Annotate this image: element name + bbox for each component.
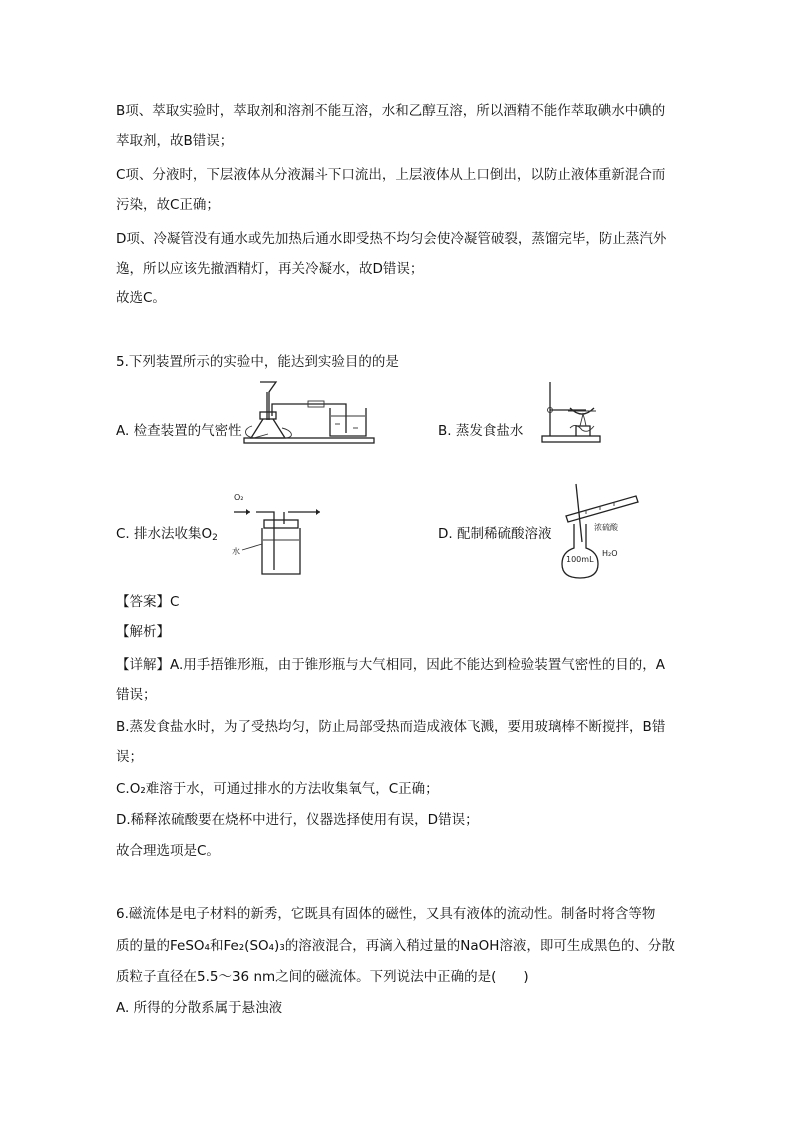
detail-line: 误； [116, 749, 143, 765]
concentrated-acid-label: 浓硫酸 [594, 523, 618, 532]
flask-volume-label: 100mL [566, 555, 594, 564]
figure-evaporation-apparatus [536, 378, 604, 446]
analysis-heading: 【解析】 [116, 624, 170, 640]
option-c-text: C. 排水法收集O [116, 526, 213, 542]
detail-line: 错误； [116, 687, 157, 703]
question-6-stem: 质粒子直径在5.5～36 nm之间的磁流体。下列说法中正确的是( ) [116, 969, 529, 985]
question-5-stem: 5.下列装置所示的实验中，能达到实验目的的是 [116, 354, 399, 370]
option-c-label [116, 524, 218, 548]
question-6-stem: 6.磁流体是电子材料的新秀，它既具有固体的磁性，又具有液体的流动性。制备时将含等物 [116, 906, 656, 922]
figure-gas-collection-apparatus [228, 488, 332, 580]
explanation-line: C项、分液时，下层液体从分液漏斗下口流出，上层液体从上口倒出，以防止液体重新混合而 [116, 167, 666, 183]
option-d-label: D. 配制稀硫酸溶液 [438, 526, 552, 542]
explanation-line: D项、冷凝管没有通水或先加热后通水即受热不均匀会使冷凝管破裂，蒸馏完毕，防止蒸汽外 [116, 231, 667, 247]
question-6-stem: 质的量的FeSO₄和Fe₂(SO₄)₃的溶液混合，再滴入稍过量的NaOH溶液，即可生成黑色的、分散 [116, 938, 675, 954]
answer-line: 【答案】C [116, 594, 180, 610]
explanation-line: 逸，所以应该先撤酒精灯，再关冷凝水，故D错误； [116, 261, 424, 277]
water-label: 水 [232, 547, 240, 556]
detail-line: C.O₂难溶于水，可通过排水的方法收集氧气，C正确； [116, 781, 439, 797]
explanation-line: 萃取剂，故B错误； [116, 133, 234, 149]
detail-line: 【详解】A.用手捂锥形瓶，由于锥形瓶与大气相同，因此不能达到检验装置气密性的目的，A [116, 657, 666, 673]
option-a-label: A. 检查装置的气密性 [116, 423, 242, 439]
o2-label: O₂ [234, 493, 244, 502]
detail-line: 故合理选项是C。 [116, 843, 220, 859]
detail-line: D.稀释浓硫酸要在烧杯中进行，仪器选择使用有误，D错误； [116, 812, 479, 828]
explanation-line: 污染，故C正确； [116, 197, 220, 213]
figure-airtightness-apparatus [238, 378, 380, 446]
explanation-line: B项、萃取实验时，萃取剂和溶剂不能互溶，水和乙醇互溶，所以酒精不能作萃取碘水中碘的 [116, 103, 666, 119]
h2o-label: H₂O [602, 549, 618, 558]
detail-line: B.蒸发食盐水时，为了受热均匀，防止局部受热而造成液体飞溅，要用玻璃棒不断搅拌，B错 [116, 719, 666, 735]
question-6-option-a: A. 所得的分散系属于悬浊液 [116, 1000, 283, 1016]
figure-dilution-apparatus [556, 480, 648, 580]
option-b-label: B. 蒸发食盐水 [438, 423, 524, 439]
option-c-subscript: 2 [212, 533, 218, 543]
conclusion-line: 故选C。 [116, 290, 166, 306]
